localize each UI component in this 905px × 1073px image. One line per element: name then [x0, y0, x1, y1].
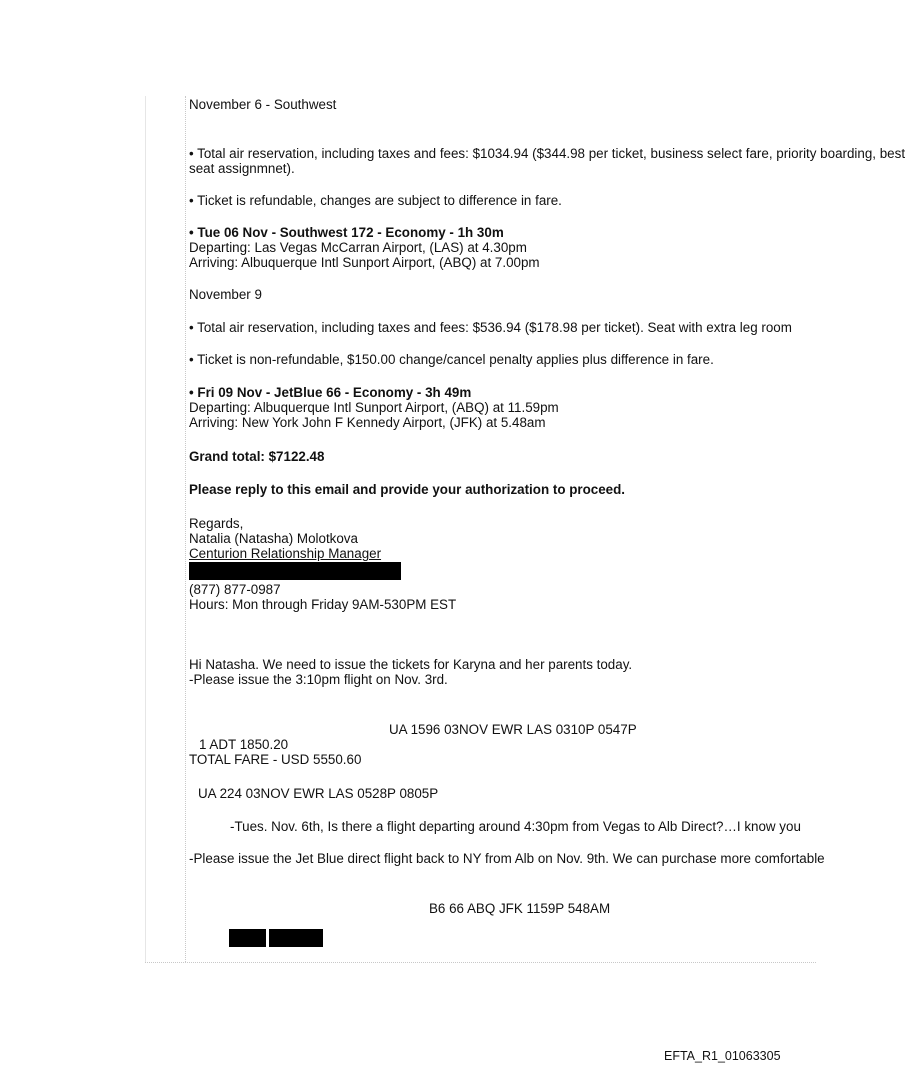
- ua-1596-line: UA 1596 03NOV EWR LAS 0310P 0547P: [389, 722, 637, 737]
- phone: (877) 877-0987: [189, 582, 281, 597]
- reply-item-3: -Please issue the Jet Blue direct flight back to NY from Alb on Nov. 9th. We can purchase more comfortable: [189, 851, 825, 866]
- nov9-depart: Departing: Albuquerque Intl Sunport Airport, (ABQ) at 11.59pm: [189, 400, 559, 415]
- nov6-heading: November 6 - Southwest: [189, 97, 337, 112]
- regards: Regards,: [189, 516, 244, 531]
- grand-total: Grand total: $7122.48: [189, 449, 325, 464]
- reply-item-2: -Tues. Nov. 6th, Is there a flight departing around 4:30pm from Vegas to Alb Direct?…I know you: [230, 819, 801, 834]
- redaction-box: [229, 929, 266, 947]
- reply-request: Please reply to this email and provide your authorization to proceed.: [189, 482, 626, 497]
- b6-66-line: B6 66 ABQ JFK 1159P 548AM: [429, 901, 611, 916]
- frame-left-border: [145, 96, 146, 962]
- reply-item-1: -Please issue the 3:10pm flight on Nov. 3rd.: [189, 672, 448, 687]
- nov6-flight-title: • Tue 06 Nov - Southwest 172 - Economy - 1h 30m: [189, 225, 504, 240]
- nov9-refund: • Ticket is non-refundable, $150.00 change/cancel penalty applies plus difference in fare.: [189, 352, 714, 367]
- email-body: [189, 96, 905, 962]
- reply-greeting: Hi Natasha. We need to issue the tickets for Karyna and her parents today.: [189, 657, 633, 672]
- nov6-arrive: Arriving: Albuquerque Intl Sunport Airport, (ABQ) at 7.00pm: [189, 255, 540, 270]
- sender-title: Centurion Relationship Manager: [189, 546, 382, 561]
- nov9-arrive: Arriving: New York John F Kennedy Airport, (JFK) at 5.48am: [189, 415, 546, 430]
- redaction-box: [269, 929, 323, 947]
- sender-name: Natalia (Natasha) Molotkova: [189, 531, 358, 546]
- document-id: EFTA_R1_01063305: [664, 1049, 781, 1063]
- redaction-box: [189, 562, 401, 580]
- nov6-refund: • Ticket is refundable, changes are subject to difference in fare.: [189, 193, 562, 208]
- nov9-flight-title: • Fri 09 Nov - JetBlue 66 - Economy - 3h 49m: [189, 385, 472, 400]
- frame-quote-border: [185, 96, 186, 962]
- adt-line: 1 ADT 1850.20: [199, 737, 289, 752]
- hours: Hours: Mon through Friday 9AM-530PM EST: [189, 597, 457, 612]
- nov9-total: • Total air reservation, including taxes and fees: $536.94 ($178.98 per ticket). Seat with extra leg room: [189, 320, 792, 335]
- nov9-heading: November 9: [189, 287, 262, 302]
- ua-224-line: UA 224 03NOV EWR LAS 0528P 0805P: [198, 786, 439, 801]
- total-fare: TOTAL FARE - USD 5550.60: [189, 752, 362, 767]
- nov6-total-line1: • Total air reservation, including taxes and fees: $1034.94 ($344.98 per ticket, business select fare, priority boarding, best: [189, 146, 905, 161]
- nov6-total-line2: seat assignmnet).: [189, 161, 295, 176]
- nov6-depart: Departing: Las Vegas McCarran Airport, (LAS) at 4.30pm: [189, 240, 527, 255]
